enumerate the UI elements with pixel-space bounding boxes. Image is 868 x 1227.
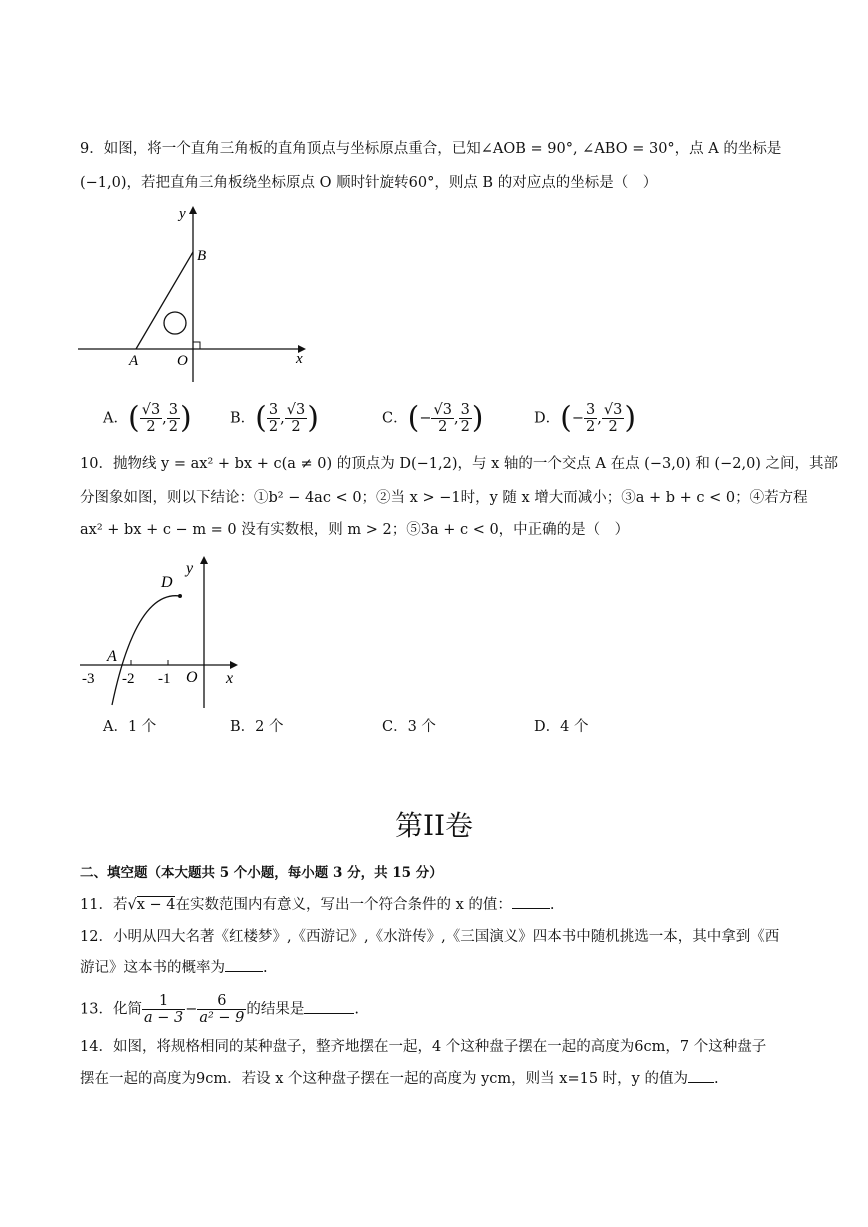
q10-tick-label-m2: -2 — [122, 671, 135, 687]
q9-label-O: O — [177, 353, 188, 369]
q9-line2: (−1,0)，若把直角三角板绕坐标原点 O 顺时针旋转60°，则点 B 的对应点的坐标是（ ） — [80, 175, 658, 191]
q9-figure — [76, 200, 316, 390]
q9-option-b: B．( $\frac{3}{2}$ , $\frac{√3}{2}$ ) — [230, 400, 319, 436]
q10-tick-label-m1: -1 — [158, 671, 171, 687]
sqrt-sign: √ — [127, 897, 137, 913]
q10-label-O: O — [186, 669, 198, 686]
section-title: 二、填空题（本大题共 5 个小题，每小题 3 分，共 15 分） — [80, 865, 443, 881]
q10-parabola — [112, 596, 180, 705]
q13-answer-blank[interactable] — [304, 999, 354, 1014]
q10-line2: 分图象如图，则以下结论：①b² − 4ac < 0；②当 x > −1时，y 随 x 增大而减小；③a + b + c < 0；④若方程 — [80, 490, 808, 506]
q9-line1: 9．如图，将一个直角三角板的直角顶点与坐标原点重合，已知∠AOB = 90°, ∠ABO = 30°，点 A 的坐标是 — [80, 141, 782, 157]
q9-option-d: D．(− $\frac{3}{2}$ , $\frac{√3}{2}$ ) — [534, 400, 637, 436]
option-label: D． — [534, 410, 561, 427]
q12-answer-blank[interactable] — [225, 957, 263, 972]
q14-line2: 摆在一起的高度为9cm．若设 x 个这种盘子摆在一起的高度为 ycm，则当 x=15 时，y 的值为 . — [80, 1068, 719, 1090]
q10-label-D: D — [161, 574, 173, 591]
option-label: C． — [382, 410, 408, 427]
q9-label-B: B — [197, 248, 207, 264]
q10-option-a: A．1 个 — [103, 719, 157, 735]
q9-label-y: y — [179, 206, 186, 222]
q9-label-A: A — [129, 353, 139, 369]
q10-vertex-dot — [178, 594, 182, 598]
q11: 11．若√x − 4在实数范围内有意义，写出一个符合条件的 x 的值： . — [80, 894, 555, 916]
q10-option-b: B．2 个 — [230, 719, 284, 735]
q13: 13．化简 $\frac{1}{a - 3}$ − $\frac{6}{\text{a² − 9}}$ 的结果是 . — [80, 993, 360, 1026]
q14-answer-blank[interactable] — [688, 1068, 714, 1083]
option-label: B． — [230, 410, 256, 427]
q9-y-arrow — [189, 206, 197, 214]
q11-answer-blank[interactable] — [512, 894, 550, 909]
q10-figure — [76, 550, 256, 715]
q10-line1: 10．抛物线 y = ax² + bx + c(a ≠ 0) 的顶点为 D(−1,2)，与 x 轴的一个交点 A 在点 (−3,0) 和 (−2,0) 之间，其部 — [80, 456, 839, 472]
q12-line2: 游记》这本书的概率为 . — [80, 957, 268, 979]
q10-x-arrow — [230, 661, 238, 669]
q9-option-c: C．(− $\frac{√3}{2}$ , $\frac{3}{2}$ ) — [382, 400, 484, 436]
q14-line1: 14．如图，将规格相同的某种盘子，整齐地摆在一起，4 个这种盘子摆在一起的高度为6cm，7 个这种盘子 — [80, 1039, 767, 1055]
q10-option-d: D．4 个 — [534, 719, 589, 735]
option-label: A． — [103, 410, 128, 427]
q10-option-c: C．3 个 — [382, 719, 436, 735]
q10-line3: ax² + bx + c − m = 0 没有实数根，则 m > 2；⑤3a + c < 0，中正确的是（ ） — [80, 522, 630, 538]
q10-label-A: A — [107, 648, 117, 665]
q10-label-y: y — [186, 560, 194, 577]
q12-line1: 12．小明从四大名著《红楼梦》,《西游记》,《水浒传》,《三国演义》四本书中随机挑选一本，其中拿到《西 — [80, 929, 780, 945]
q9-right-angle-mark — [193, 342, 200, 349]
q10-label-x: x — [226, 670, 234, 687]
q10-y-arrow — [200, 556, 208, 564]
q9-hypotenuse — [136, 252, 193, 349]
section-heading: 第II卷 — [394, 809, 474, 842]
q9-option-a: A．( $\frac{√3}{2}$ , $\frac{3}{2}$ ) — [103, 400, 192, 436]
q10-tick-label-m3: -3 — [82, 671, 95, 687]
q9-label-x: x — [296, 351, 303, 367]
q9-triangle-hole — [164, 312, 186, 334]
